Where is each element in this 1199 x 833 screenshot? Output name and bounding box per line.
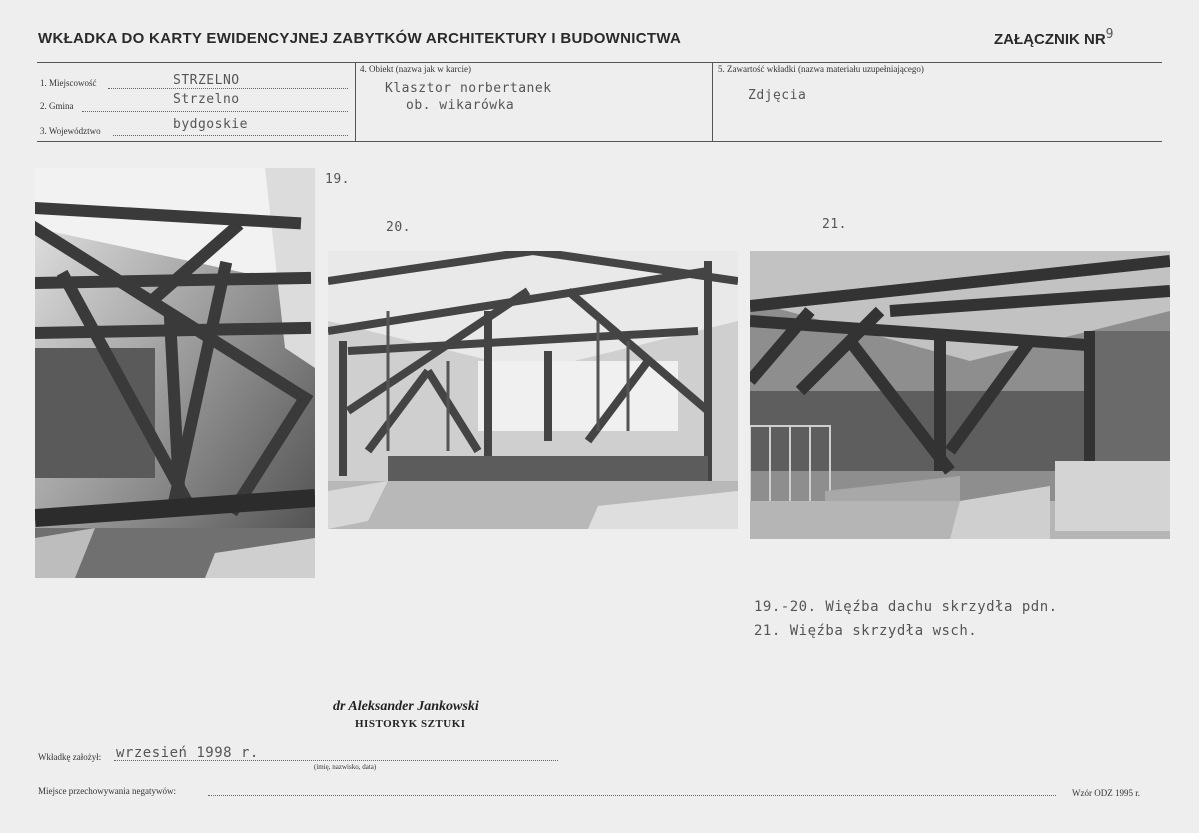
gmina-label: 2. Gmina xyxy=(40,101,74,111)
photo-21 xyxy=(750,251,1170,539)
obiekt-label: 4. Obiekt (nazwa jak w karcie) xyxy=(360,64,471,74)
photo-19-image xyxy=(35,168,315,578)
miejsce-dots xyxy=(208,795,1056,796)
photo-21-image xyxy=(750,251,1170,539)
zawartosc-label: 5. Zawartość wkładki (nazwa materiału uzupełniającego) xyxy=(718,64,924,74)
form-divider-1 xyxy=(355,62,356,141)
wojewodztwo-dots xyxy=(113,135,348,136)
annex-label-text: ZAŁĄCZNIK NR xyxy=(994,31,1106,48)
zalozyl-value: wrzesień 1998 r. xyxy=(116,745,259,761)
caption-line-1: 19.-20. Więźba dachu skrzydła pdn. xyxy=(754,599,1058,615)
caption-line-2: 21. Więźba skrzydła wsch. xyxy=(754,623,978,639)
obiekt-line2: ob. wikarówka xyxy=(406,98,515,113)
photo-19-number: 19. xyxy=(325,172,350,187)
form-divider-2 xyxy=(712,62,713,141)
photo-20-number: 20. xyxy=(386,220,411,235)
annex-number: 9 xyxy=(1105,27,1114,42)
miejsce-label: Miejsce przechowywania negatywów: xyxy=(38,786,176,796)
miejscowosc-label: 1. Miejscowość xyxy=(40,78,97,88)
zawartosc-value: Zdjęcia xyxy=(748,88,807,103)
signature-name: dr Aleksander Jankowski xyxy=(333,699,479,714)
form-top-rule xyxy=(37,62,1162,63)
photo-20-image xyxy=(328,251,738,529)
miejscowosc-value: STRZELNO xyxy=(173,73,240,88)
photo-19 xyxy=(35,168,315,578)
obiekt-line1: Klasztor norbertanek xyxy=(385,81,552,96)
wojewodztwo-value: bydgoskie xyxy=(173,117,248,132)
gmina-dots xyxy=(82,111,348,112)
gmina-value: Strzelno xyxy=(173,92,240,107)
wojewodztwo-label: 3. Województwo xyxy=(40,126,101,136)
annex-label xyxy=(994,27,1114,48)
signature-title: HISTORYK SZTUKI xyxy=(355,718,466,730)
photo-20 xyxy=(328,251,738,529)
form-bottom-rule xyxy=(37,141,1162,142)
wzor-label: Wzór ODZ 1995 r. xyxy=(1072,788,1140,798)
zalozyl-hint: (imię, nazwisko, data) xyxy=(314,763,377,771)
photo-21-number: 21. xyxy=(822,217,847,232)
document-title: WKŁADKA DO KARTY EWIDENCYJNEJ ZABYTKÓW ARCHITEKTURY I BUDOWNICTWA xyxy=(38,30,682,47)
miejscowosc-dots xyxy=(108,88,348,89)
zalozyl-label: Wkładkę założył: xyxy=(38,752,102,762)
